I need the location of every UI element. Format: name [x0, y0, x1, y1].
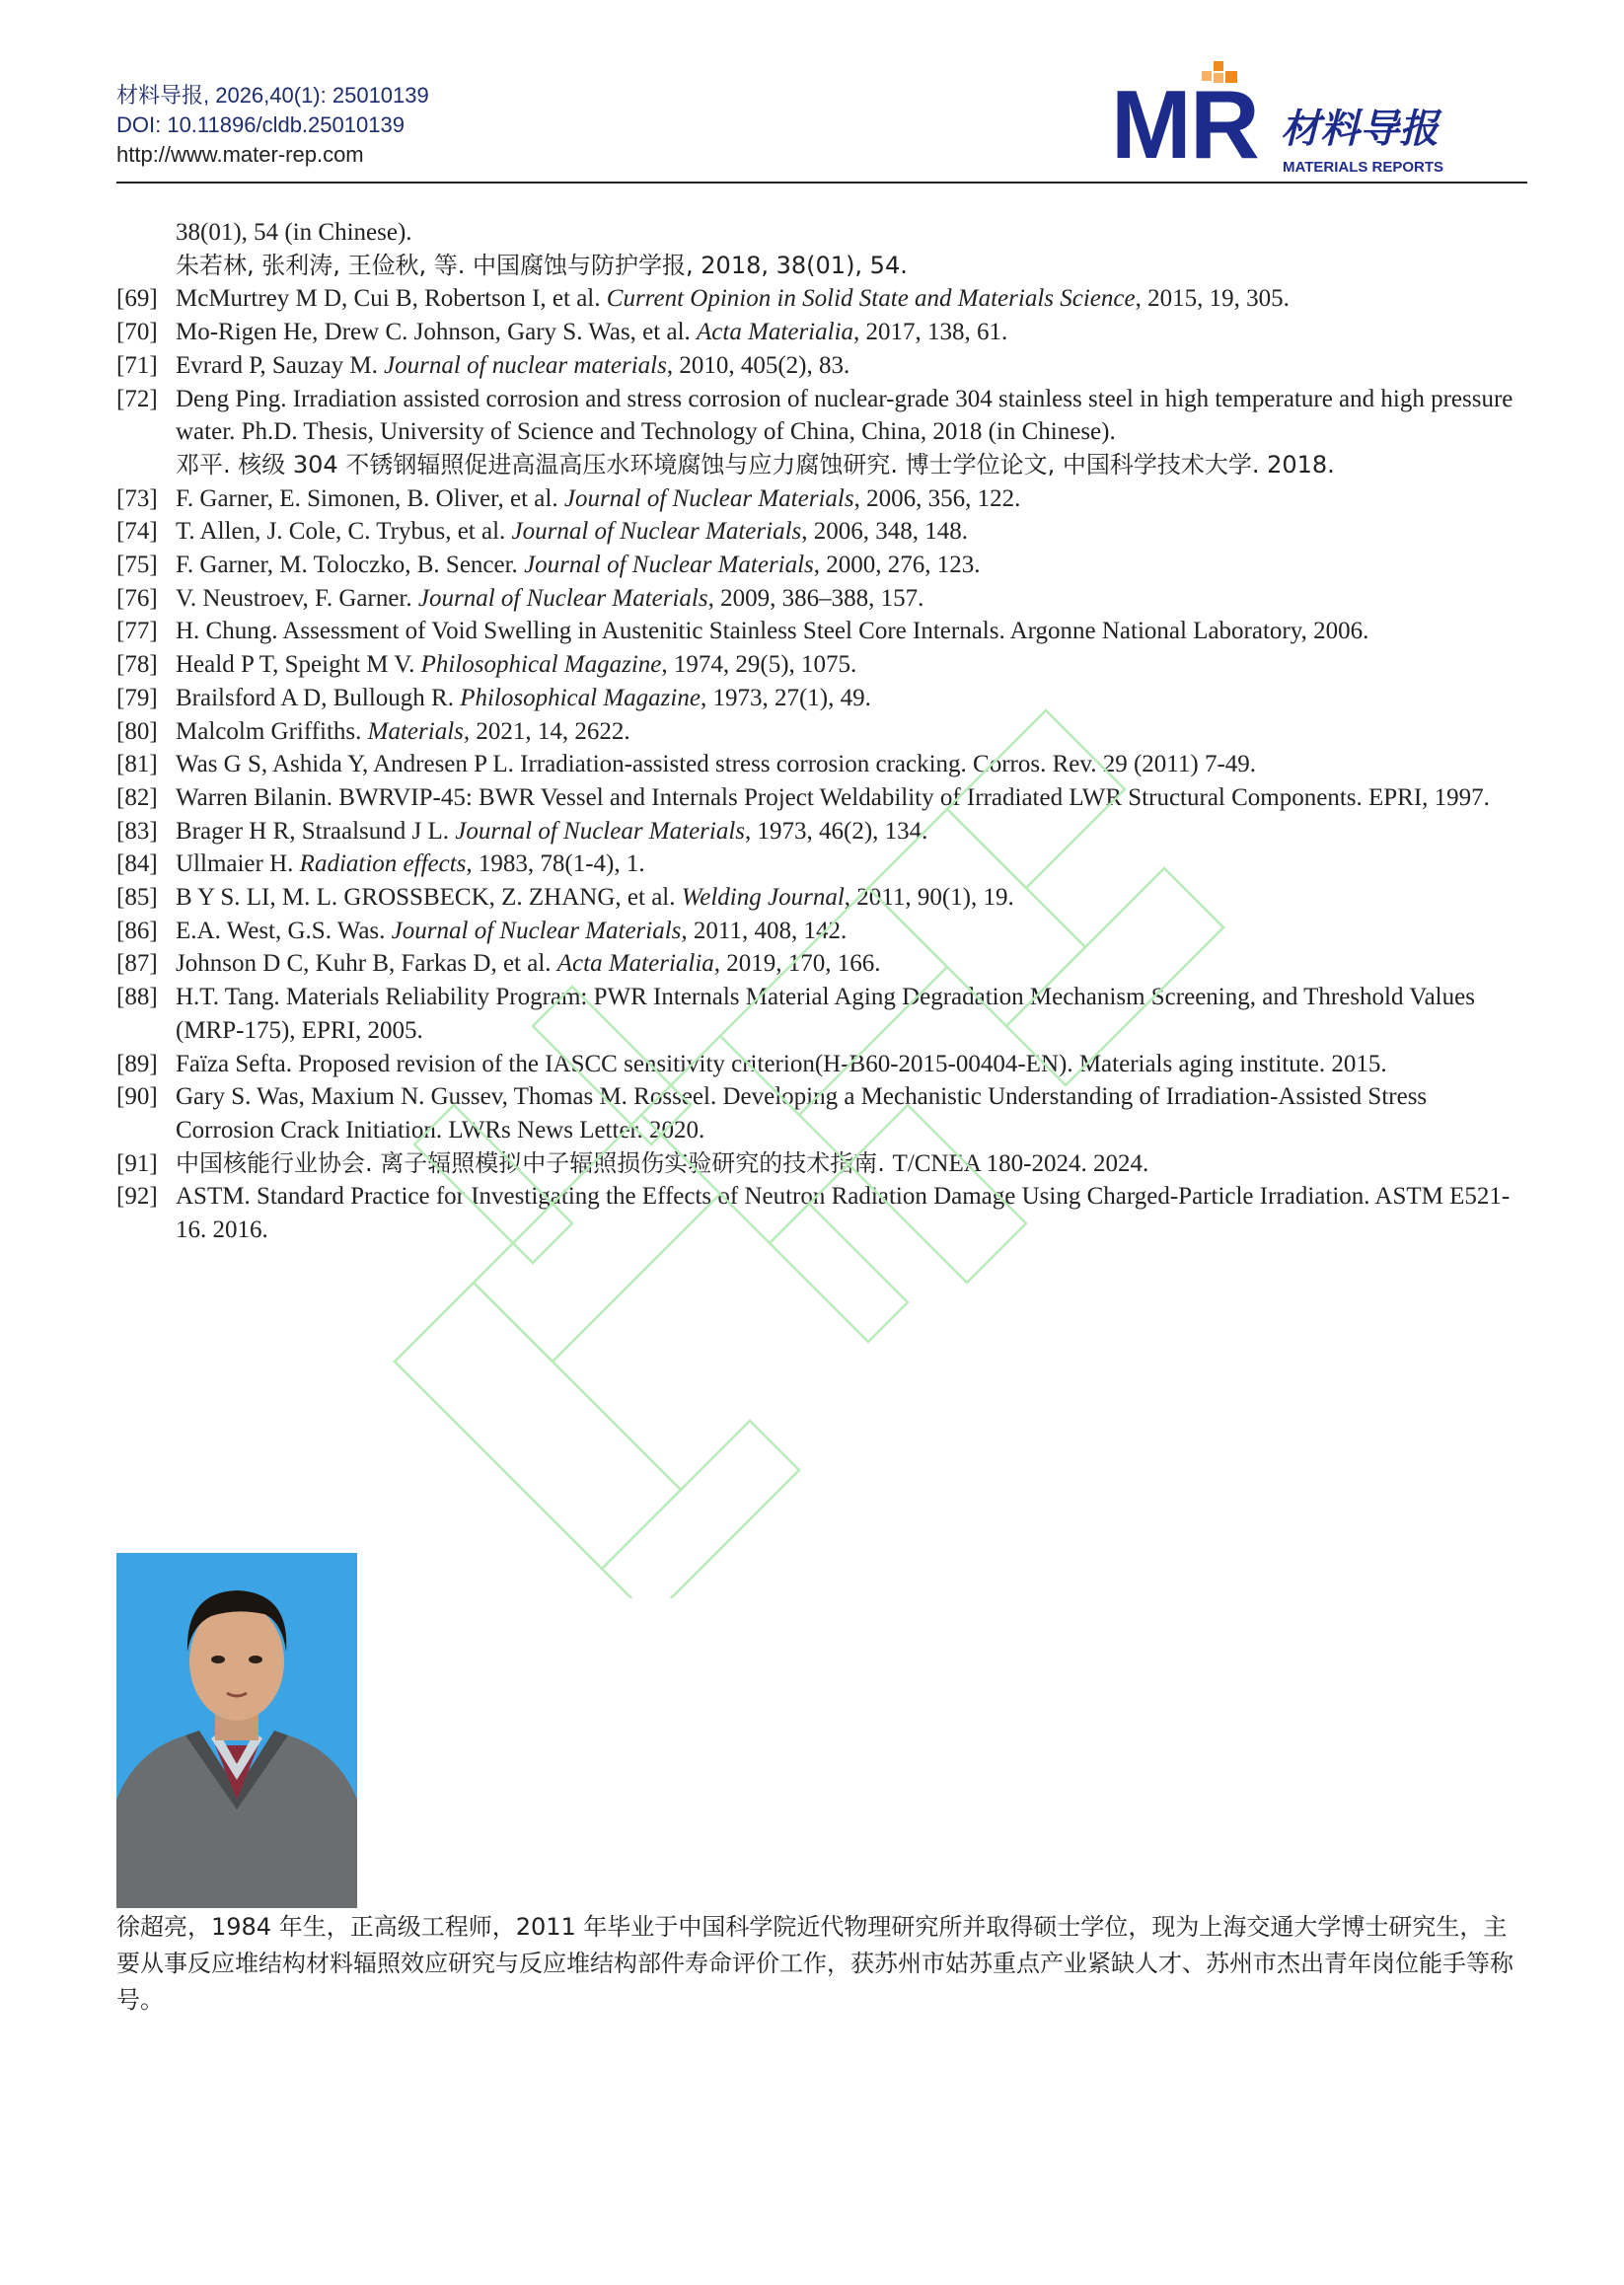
reference-text: [176, 349, 1527, 383]
reference-number: [76]: [116, 584, 158, 612]
reference-segment: 中国核能行业协会. 离子辐照模拟中子辐照损伤实验研究的技术指南.: [176, 1148, 893, 1177]
journal-title: Journal of Nuclear Materials: [511, 518, 802, 546]
reference-text: [176, 582, 1527, 616]
reference-segment: V. Neustroev, F. Garner.: [176, 584, 418, 612]
citation-block: [116, 81, 429, 170]
reference-number: [71]: [116, 351, 158, 379]
reference-text: [176, 981, 1527, 1047]
reference-segment: 38(01), 54 (in Chinese).: [176, 219, 412, 246]
journal-title: Current Opinion in Solid State and Materials Science: [606, 285, 1136, 313]
reference-number: [72]: [116, 385, 158, 412]
reference-entry: [116, 216, 1527, 250]
reference-entry: [116, 1048, 1527, 1081]
journal-title: Philosophical Magazine: [460, 684, 701, 711]
journal-title: Welding Journal: [681, 884, 845, 912]
reference-segment: 2011, 408, 142.: [687, 917, 848, 944]
author-bio: 徐超亮，1984 年生，正高级工程师，2011 年毕业于中国科学院近代物理研究所并取得硕士学位，现为上海交通大学博士研究生，主要从事反应堆结构材料辐照效应研究与反应堆结构部件寿命评价工作，获苏州市姑苏重点产业紧缺人才、苏州市杰出青年岗位能手等称号。: [116, 1913, 1513, 2014]
citation-line: 材料导报, 2026,40(1): 25010139: [116, 83, 429, 108]
journal-title: Journal of Nuclear Materials: [455, 817, 746, 845]
reference-number: [83]: [116, 817, 158, 845]
reference-entry: [116, 349, 1527, 383]
reference-segment: , 2006, 348, 148.: [801, 518, 969, 546]
reference-entry: [116, 482, 1527, 516]
reference-segment: Warren Bilanin. BWRVIP-45: BWR Vessel and Internals Project Weldability of Irradiated LWR Structural Components. EPRI, 1997.: [176, 783, 1490, 811]
reference-number: [70]: [116, 319, 158, 346]
reference-text: [176, 915, 1527, 948]
reference-number: [78]: [116, 651, 158, 679]
reference-entry: [116, 881, 1527, 915]
reference-entry: [116, 815, 1527, 848]
reference-segment: Johnson D C, Kuhr B, Farkas D, et al.: [176, 950, 557, 978]
reference-entry: [116, 848, 1527, 881]
reference-number: [79]: [116, 684, 158, 711]
reference-segment: , 2021, 14, 2622.: [463, 717, 630, 745]
reference-segment: E.A. West, G.S. Was.: [176, 917, 392, 944]
reference-entry: [116, 316, 1527, 349]
journal-title: Journal of Nuclear Materials: [563, 484, 854, 512]
reference-text: [176, 947, 1527, 981]
journal-logo: [1111, 57, 1466, 182]
reference-text: [176, 316, 1527, 349]
reference-segment: Heald P T, Speight M V.: [176, 651, 421, 679]
reference-segment: Mo-Rigen He, Drew C. Johnson, Gary S. Was, et al.: [176, 319, 698, 346]
reference-segment: , 2019, 170, 166.: [713, 950, 881, 978]
reference-segment: , 1983, 78(1-4), 1.: [466, 850, 645, 878]
reference-entry: [116, 648, 1527, 682]
header-rule: [116, 182, 1527, 184]
author-photo: [116, 1553, 357, 1908]
reference-entry: [116, 748, 1527, 781]
reference-text: [176, 781, 1527, 815]
reference-text: [176, 815, 1527, 848]
reference-entry: [116, 1147, 1527, 1181]
reference-entry: [116, 282, 1527, 316]
reference-number: [92]: [116, 1183, 158, 1211]
reference-text: [176, 1180, 1527, 1246]
reference-entry: [116, 615, 1527, 648]
reference-text: [176, 250, 1527, 283]
journal-title: Journal of Nuclear Materials,: [391, 917, 688, 944]
reference-entry: [116, 515, 1527, 549]
reference-entry: [116, 1080, 1527, 1146]
doi-line: DOI: 10.11896/cldb.25010139: [116, 112, 405, 137]
reference-segment: , 1974, 29(5), 1075.: [661, 651, 857, 679]
reference-segment: 邓平. 核级 304 不锈钢辐照促进高温高压水环境腐蚀与应力腐蚀研究. 博士学位论文, 中国科学技术大学. 2018.: [176, 450, 1335, 479]
reference-segment: F. Garner, E. Simonen, B. Oliver, et al.: [176, 484, 564, 512]
journal-title: Materials: [367, 717, 464, 745]
reference-text: [176, 848, 1527, 881]
reference-number: [74]: [116, 518, 158, 546]
reference-text: [176, 1147, 1527, 1181]
reference-number: [85]: [116, 884, 158, 912]
logo-mark: M: [1111, 70, 1192, 179]
reference-text: [176, 282, 1527, 316]
reference-text: [176, 615, 1527, 648]
journal-title: Journal of Nuclear Materials: [417, 584, 708, 612]
reference-number: [73]: [116, 484, 158, 512]
reference-number: [89]: [116, 1050, 158, 1077]
reference-number: [77]: [116, 618, 158, 645]
reference-segment: T/CNEA 180-2024. 2024.: [892, 1149, 1149, 1177]
reference-segment: Brager H R, Straalsund J L.: [176, 817, 456, 845]
reference-number: [87]: [116, 950, 158, 978]
journal-title: Radiation effects: [299, 850, 467, 878]
reference-segment: 朱若林, 张利涛, 王俭秋, 等. 中国腐蚀与防护学报, 2018, 38(01), 54.: [176, 251, 908, 279]
reference-segment: , 2006, 356, 122.: [853, 484, 1021, 512]
reference-entry: [116, 947, 1527, 981]
reference-text: [176, 482, 1527, 516]
reference-text: [176, 449, 1527, 482]
reference-text: [176, 1048, 1527, 1081]
reference-number: [90]: [116, 1083, 158, 1111]
reference-entry: [116, 250, 1527, 283]
reference-text: [176, 648, 1527, 682]
reference-entry: [116, 449, 1527, 482]
reference-number: [75]: [116, 552, 158, 579]
reference-segment: , 2015, 19, 305.: [1135, 285, 1290, 313]
reference-segment: Brailsford A D, Bullough R.: [176, 684, 461, 711]
reference-text: [176, 881, 1527, 915]
reference-segment: Gary S. Was, Maxium N. Gussev, Thomas M. Rosseel. Developing a Mechanistic Understanding of Irradiation-Assisted Stress Corrosion Crack Initiation. LWRs News Letter. 2020.: [176, 1083, 1428, 1143]
journal-title: Journal of nuclear materials: [384, 351, 667, 379]
reference-text: [176, 748, 1527, 781]
reference-segment: H. Chung. Assessment of Void Swelling in Austenitic Stainless Steel Core Internals. Argonne National Laboratory, 2006.: [176, 618, 1369, 645]
reference-number: [80]: [116, 717, 158, 745]
reference-text: [176, 549, 1527, 582]
reference-segment: Faïza Sefta. Proposed revision of the IASCC sensitivity criterion(H-B60-2015-00404-EN). Materials aging institute. 2015.: [176, 1050, 1387, 1077]
reference-text: [176, 1080, 1527, 1146]
reference-entry: [116, 715, 1527, 749]
reference-segment: B Y S. LI, M. L. GROSSBECK, Z. ZHANG, et al.: [176, 884, 682, 912]
logo-title-cn: 材料导报: [1281, 106, 1439, 152]
journal-url[interactable]: http://www.mater-rep.com: [116, 142, 364, 167]
reference-text: [176, 682, 1527, 715]
logo-subtitle: MATERIALS REPORTS: [1283, 159, 1444, 176]
journal-title: Journal of Nuclear Materials: [524, 552, 814, 579]
journal-title: Philosophical Magazine: [420, 651, 662, 679]
reference-segment: Evrard P, Sauzay M.: [176, 351, 385, 379]
reference-segment: , 2017, 138, 61.: [853, 319, 1008, 346]
reference-segment: Malcolm Griffiths.: [176, 717, 368, 745]
reference-segment: Was G S, Ashida Y, Andresen P L. Irradiation-assisted stress corrosion cracking. Corros. Rev. 29 (2011) 7-49.: [176, 751, 1257, 778]
reference-entry: [116, 1180, 1527, 1246]
svg-text:R: R: [1190, 70, 1260, 179]
reference-number: [88]: [116, 984, 158, 1011]
reference-number: [86]: [116, 917, 158, 944]
reference-number: [69]: [116, 285, 158, 313]
reference-segment: ASTM. Standard Practice for Investigating the Effects of Neutron Radiation Damage Using Charged-Particle Irradiation. ASTM E521-16. 2016.: [176, 1183, 1511, 1244]
reference-entry: [116, 781, 1527, 815]
reference-entry: [116, 549, 1527, 582]
reference-segment: McMurtrey M D, Cui B, Robertson I, et al.: [176, 285, 607, 313]
reference-text: [176, 383, 1527, 449]
reference-entry: [116, 682, 1527, 715]
reference-segment: , 2011, 90(1), 19.: [844, 884, 1014, 912]
reference-text: [176, 515, 1527, 549]
journal-title: Acta Materialia: [697, 319, 854, 346]
reference-segment: , 2009, 386–388, 157.: [707, 584, 924, 612]
reference-entry: [116, 582, 1527, 616]
reference-segment: , 2000, 276, 123.: [813, 552, 981, 579]
reference-text: [176, 216, 1527, 250]
reference-text: [176, 715, 1527, 749]
reference-entry: [116, 981, 1527, 1047]
reference-number: [84]: [116, 850, 158, 878]
reference-entry: [116, 915, 1527, 948]
reference-number: [82]: [116, 783, 158, 811]
reference-segment: T. Allen, J. Cole, C. Trybus, et al.: [176, 518, 512, 546]
reference-entry: [116, 383, 1527, 449]
journal-title: Acta Materialia: [556, 950, 714, 978]
reference-segment: Deng Ping. Irradiation assisted corrosion and stress corrosion of nuclear-grade 304 stainless steel in high temperature and high pressure water. Ph.D. Thesis, University of Science and Technology of China, China, 2018 (in Chinese).: [176, 385, 1513, 446]
reference-segment: , 2010, 405(2), 83.: [666, 351, 850, 379]
reference-number: [91]: [116, 1149, 158, 1177]
reference-segment: H.T. Tang. Materials Reliability Program: PWR Internals Material Aging Degradation Mechanism Screening, and Threshold Values (MRP-175), EPRI, 2005.: [176, 984, 1475, 1044]
page-header: [116, 70, 1527, 180]
reference-segment: Ullmaier H.: [176, 850, 300, 878]
reference-segment: F. Garner, M. Toloczko, B. Sencer.: [176, 552, 525, 579]
reference-list: [116, 216, 1527, 1247]
reference-number: [81]: [116, 751, 158, 778]
reference-segment: , 1973, 46(2), 134.: [745, 817, 928, 845]
reference-segment: , 1973, 27(1), 49.: [700, 684, 871, 711]
